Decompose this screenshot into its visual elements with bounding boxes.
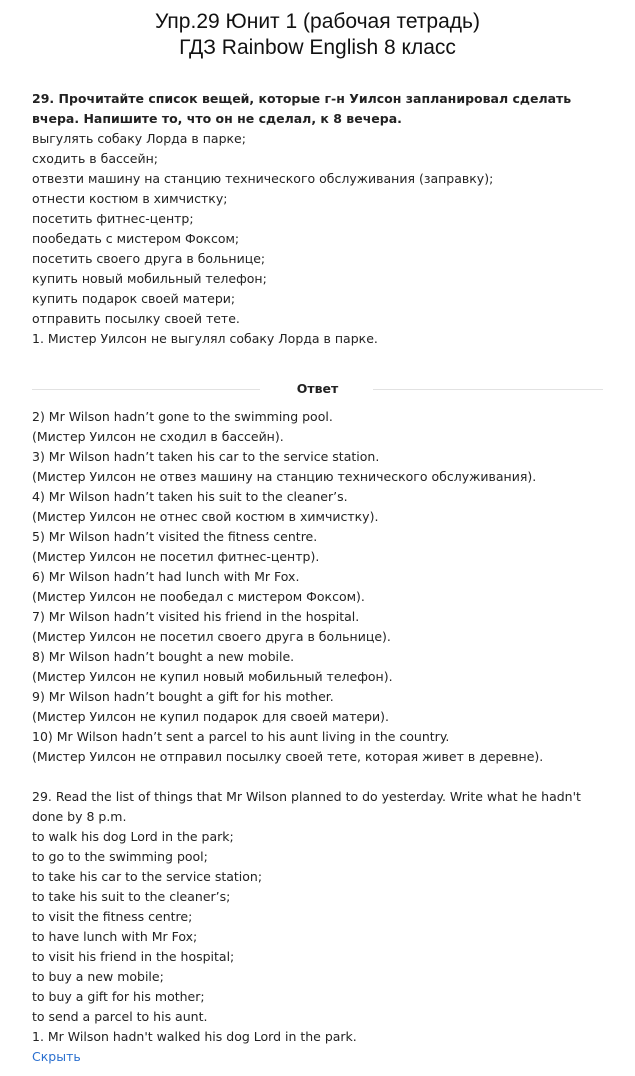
answer-translation: (Мистер Уилсон не отправил посылку своей тете, которая живет в деревне). xyxy=(32,749,544,764)
task-en-item: to take his suit to the cleaner’s; xyxy=(32,889,231,904)
answers-list xyxy=(32,407,607,767)
task-ru-item: купить новый мобильный телефон; xyxy=(32,271,267,286)
answer-translation: (Мистер Уилсон не пообедал с мистером Фоксом). xyxy=(32,589,365,604)
divider-rule-right xyxy=(373,389,603,390)
task-ru xyxy=(32,89,607,349)
answer-line: 5) Mr Wilson hadn’t visited the fitness centre. xyxy=(32,529,318,544)
task-en-item: to buy a gift for his mother; xyxy=(32,989,205,1004)
task-ru-item: пообедать с мистером Фоксом; xyxy=(32,231,240,246)
task-ru-example: 1. Мистер Уилсон не выгулял собаку Лорда в парке. xyxy=(32,331,378,346)
task-en-item: to send a parcel to his aunt. xyxy=(32,1009,208,1024)
task-en-item: to have lunch with Mr Fox; xyxy=(32,929,198,944)
task-ru-item: посетить своего друга в больнице; xyxy=(32,251,266,266)
answer-translation: (Мистер Уилсон не отвез машину на станцию технического обслуживания). xyxy=(32,469,537,484)
answer-line: 6) Mr Wilson hadn’t had lunch with Mr Fox. xyxy=(32,569,300,584)
page-title xyxy=(0,0,635,61)
task-en-item: to buy a new mobile; xyxy=(32,969,164,984)
task-ru-item: посетить фитнес-центр; xyxy=(32,211,194,226)
answer-heading: Ответ xyxy=(296,381,339,396)
task-en-item: to visit his friend in the hospital; xyxy=(32,949,235,964)
page-title-line-2: ГДЗ Rainbow English 8 класс xyxy=(179,36,456,59)
task-en-item: to walk his dog Lord in the park; xyxy=(32,829,234,844)
task-en-item: to visit the fitness centre; xyxy=(32,909,193,924)
answer-line: 10) Mr Wilson hadn’t sent a parcel to his aunt living in the country. xyxy=(32,729,450,744)
task-en-item: to take his car to the service station; xyxy=(32,869,263,884)
task-en-item: to go to the swimming pool; xyxy=(32,849,208,864)
task-ru-heading: 29. Прочитайте список вещей, которые г-н Уилсон запланировал сделать вчера. Напишите то, что он не сделал, к 8 вечера. xyxy=(32,91,572,126)
task-ru-item: выгулять собаку Лорда в парке; xyxy=(32,131,246,146)
answer-translation: (Мистер Уилсон не посетил своего друга в больнице). xyxy=(32,629,391,644)
answer-translation: (Мистер Уилсон не купил новый мобильный телефон). xyxy=(32,669,393,684)
page-title-line-1: Упр.29 Юнит 1 (рабочая тетрадь) xyxy=(155,10,480,33)
task-ru-item: отвезти машину на станцию технического обслуживания (заправку); xyxy=(32,171,494,186)
answer-translation: (Мистер Уилсон не сходил в бассейн). xyxy=(32,429,284,444)
answer-line: 9) Mr Wilson hadn’t bought a gift for his mother. xyxy=(32,689,334,704)
task-en-heading: 29. Read the list of things that Mr Wilson planned to do yesterday. Write what he hadn't done by 8 p.m. xyxy=(32,789,581,824)
answer-line: 4) Mr Wilson hadn’t taken his suit to the cleaner’s. xyxy=(32,489,348,504)
answer-divider xyxy=(32,379,603,399)
answer-line: 3) Mr Wilson hadn’t taken his car to the service station. xyxy=(32,449,380,464)
answer-line: 7) Mr Wilson hadn’t visited his friend in the hospital. xyxy=(32,609,360,624)
task-ru-item: сходить в бассейн; xyxy=(32,151,158,166)
task-en xyxy=(32,787,607,1067)
answer-line: 8) Mr Wilson hadn’t bought a new mobile. xyxy=(32,649,295,664)
task-ru-item: отнести костюм в химчистку; xyxy=(32,191,228,206)
answer-line: 2) Mr Wilson hadn’t gone to the swimming pool. xyxy=(32,409,333,424)
answer-translation: (Мистер Уилсон не посетил фитнес-центр). xyxy=(32,549,320,564)
hide-link[interactable]: Скрыть xyxy=(32,1049,81,1064)
answer-translation: (Мистер Уилсон не отнес свой костюм в химчистку). xyxy=(32,509,379,524)
task-ru-item: отправить посылку своей тете. xyxy=(32,311,240,326)
task-en-example: 1. Mr Wilson hadn't walked his dog Lord in the park. xyxy=(32,1029,357,1044)
answer-translation: (Мистер Уилсон не купил подарок для своей матери). xyxy=(32,709,389,724)
task-ru-item: купить подарок своей матери; xyxy=(32,291,236,306)
